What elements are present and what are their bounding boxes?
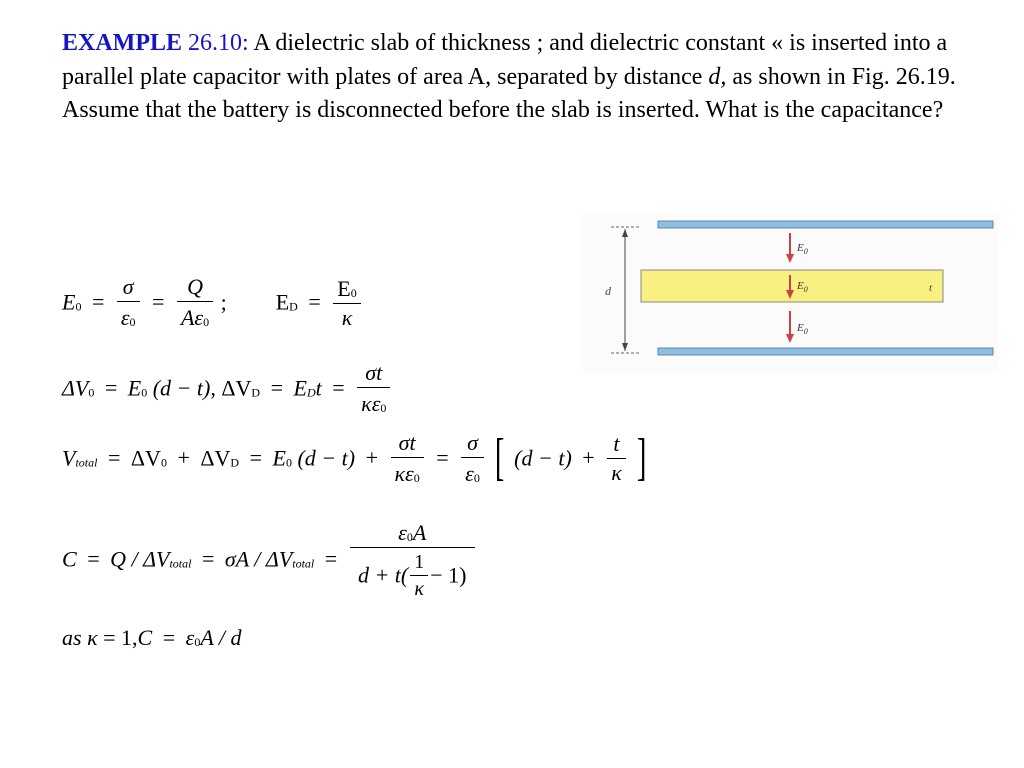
- capacitance-fraction: $\varepsilon_0A$ d + t( $\frac{1}{\kappa}$ − 1): [350, 520, 475, 599]
- top-plate: [658, 221, 993, 228]
- equation-field-definitions: $E_0$ = $\frac{\sigma}{\varepsilon_0}$ = $\frac{Q}{A\varepsilon_0}$ ; $E_D$ = $\frac{E_0}{\kappa}$: [62, 276, 363, 329]
- distance-d: d,: [708, 63, 727, 90]
- field-bot-label: $E_0$: [797, 322, 808, 336]
- sigma-t-over-kappa-eps0: $\frac{\sigma t}{\kappa\varepsilon_0}$: [357, 362, 390, 415]
- example-label: EXAMPLE: [62, 30, 182, 56]
- equation-potential-differences: $\Delta V_0 = E_0$ (d − t), $\Delta V_D = E_Dt$ = $\frac{\sigma t}{\kappa\varepsilon_0}$: [62, 362, 392, 415]
- t-label: t: [929, 282, 933, 294]
- capacitor-figure: [583, 213, 998, 373]
- field-top-label: $E_0$: [797, 242, 808, 256]
- q-over-a-eps0: $\frac{Q}{A\varepsilon_0}$: [177, 276, 213, 329]
- example-number: 26.10:: [188, 30, 249, 56]
- problem-text-1: A dielectric slab of thickness ; and dielectric constant « is inserted into a parallel plate capacitor with plates of area A, separated by distance: [62, 30, 948, 90]
- e0-over-kappa: $\frac{E_0}{\kappa}$: [333, 276, 360, 329]
- dielectric-slab: [641, 270, 943, 302]
- equation-capacitance: $C = Q / \Delta V_{total} = \sigma A / \Delta V_{total}$ = $\varepsilon_0A$ d + t( $\frac{1}{\kappa}$ − 1): [62, 520, 477, 599]
- problem-text-2: as shown in Fig. 26.19. Assume that the battery is disconnected before the slab is inserted. What is the capacitance?: [62, 63, 956, 123]
- problem-statement: [62, 27, 962, 128]
- equation-limit-case: as $\kappa = 1,C = \varepsilon_0A / d$: [62, 624, 242, 650]
- d-label: d: [605, 284, 611, 298]
- bottom-plate: [658, 348, 993, 355]
- sigma-over-eps0: $\frac{\sigma}{\varepsilon_0}$: [117, 276, 140, 329]
- field-mid-label: $E_0$: [797, 280, 808, 294]
- equation-total-potential: $V_{total} = \Delta V_0 + \Delta V_D = E_0$ (d − t) + $\frac{\sigma t}{\kappa\varepsilon_0}$ = $\frac{\sigma}{\varepsilon_0}$ [ (d − t) + $\frac{t}{\kappa}$ ]: [62, 429, 647, 487]
